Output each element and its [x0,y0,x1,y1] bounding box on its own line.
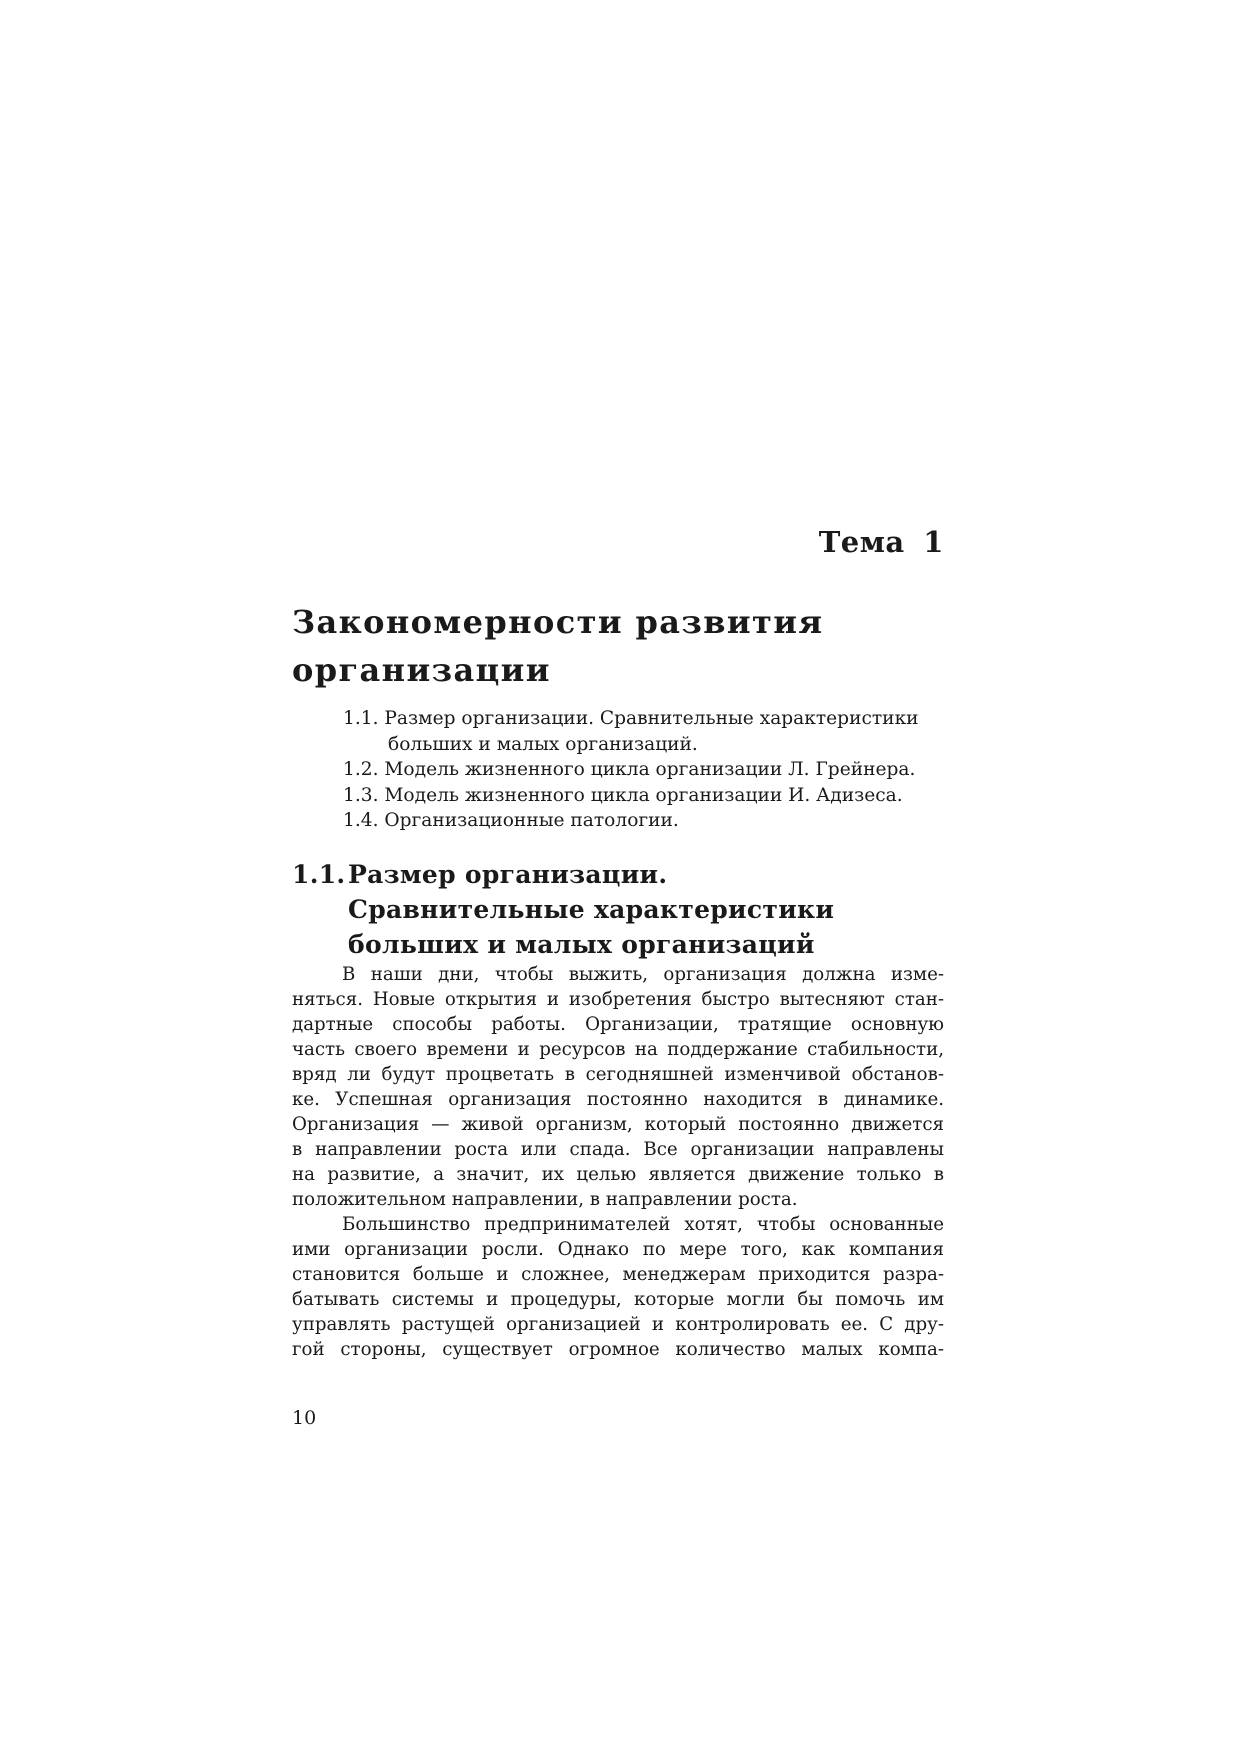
page-number: 10 [292,1407,317,1429]
toc-item-text: 1.4. Организационные патологии. [343,810,679,831]
text-line: в направлении роста или спада. Все организации направлены [292,1139,944,1160]
theme-label: Тема 1 [818,525,944,559]
paragraph [292,962,944,1212]
text-line: дартные способы работы. Организации, тратящие основную [292,1014,944,1035]
section-heading-line [292,857,944,892]
text-line: Большинство предпринимателей хотят, чтобы основанные [342,1214,944,1235]
toc-item-text: 1.3. Модель жизненного цикла организации И. Адизеса. [343,784,903,806]
text-line: становится больше и сложнее, менеджерам приходится разра- [292,1264,944,1285]
toc-item [343,808,944,834]
text-line: В наши дни, чтобы выжить, организация должна изме- [342,964,944,985]
text-line: на развитие, а значит, их целью является движение только в [292,1164,944,1185]
section-contents-list [343,706,944,834]
toc-item-text-continued: больших и малых организаций. [388,733,698,755]
text-line: положительном направлении, в направлении роста. [292,1189,798,1210]
section-title-text: Сравнительные характеристики [348,895,835,924]
text-line: гой стороны, существует огромное количество малых компа- [292,1339,944,1360]
toc-item [343,757,944,783]
text-line: управлять растущей организацией и контролировать ее. С дру- [292,1314,944,1335]
text-line: вряд ли будут процветать в сегодняшней изменчивой обстанов- [292,1064,944,1085]
body-text [292,962,944,1362]
text-line: Организация — живой организм, который постоянно движется [292,1114,944,1135]
section-title-text: Размер организации. [348,860,668,889]
text-line: ке. Успешная организация постоянно находится в динамике. [292,1089,944,1110]
chapter-title-line: Закономерности развития [292,603,824,641]
section-title-text: больших и малых организаций [348,930,815,959]
chapter-title [292,598,944,694]
text-line: часть своего времени и ресурсов на поддержание стабильности, [292,1039,944,1060]
text-line: няться. Новые открытия и изобретения быстро вытесняют стан- [292,989,944,1010]
chapter-title-line: организации [292,651,551,689]
toc-item [343,783,944,809]
text-line: батывать системы и процедуры, которые могли бы помочь им [292,1289,944,1310]
text-line: ими организации росли. Однако по мере того, как компания [292,1239,944,1260]
toc-item [343,706,944,757]
paragraph [292,1212,944,1362]
toc-item-text: 1.1. Размер организации. Сравнительные характеристики [343,708,919,729]
toc-item-text: 1.2. Модель жизненного цикла организации Л. Грейнера. [343,759,916,780]
section-number: 1.1. [292,860,346,889]
section-heading [292,857,944,962]
